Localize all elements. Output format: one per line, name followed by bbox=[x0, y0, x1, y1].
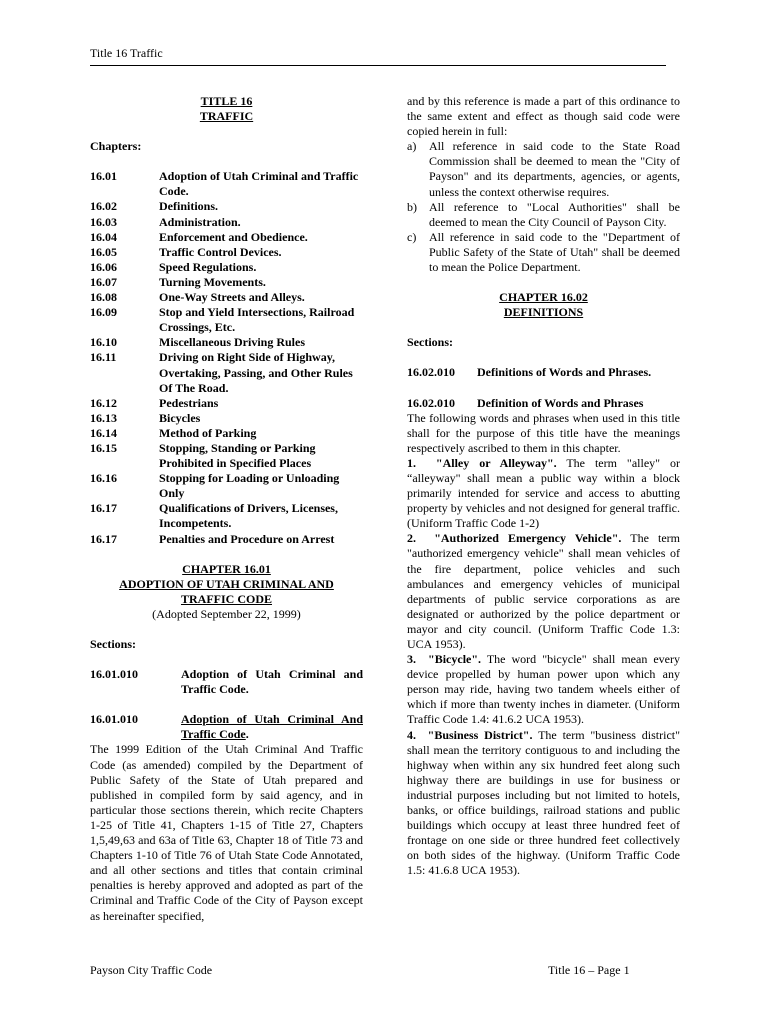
toc-number: 16.09 bbox=[90, 305, 117, 320]
toc-title: Adoption of Utah Criminal and Traffic Code. bbox=[159, 169, 359, 199]
list-text: All reference in said code to the "Department of Public Safety of the State of Utah" shall be deemed to mean the Police Department. bbox=[429, 229, 680, 275]
list-item bbox=[407, 139, 680, 199]
toc-number: 16.14 bbox=[90, 425, 117, 440]
section-number: 16.02.010 bbox=[407, 395, 455, 410]
toc-entry bbox=[90, 199, 363, 214]
toc-number: 16.17 bbox=[90, 501, 117, 516]
toc-number: 16.03 bbox=[90, 214, 117, 229]
toc-title: Speed Regulations. bbox=[159, 259, 257, 274]
toc-title: Stop and Yield Intersections, Railroad Crossings, Etc. bbox=[159, 305, 355, 335]
toc-number: 16.08 bbox=[90, 290, 117, 305]
sections-label: Sections: bbox=[90, 637, 136, 651]
list-marker: c) bbox=[407, 229, 417, 244]
list-marker: b) bbox=[407, 199, 417, 214]
title-heading: TITLE 16 bbox=[200, 94, 253, 108]
chapter-16-02-heading: CHAPTER 16.02 bbox=[499, 290, 588, 305]
toc-number: 16.05 bbox=[90, 244, 117, 259]
toc-title: Administration. bbox=[159, 214, 241, 229]
definition-term: "Business District". bbox=[427, 727, 533, 742]
toc-entry bbox=[90, 532, 363, 547]
toc-title: Driving on Right Side of Highway, Overtaking, Passing, and Other Rules Of The Road. bbox=[159, 350, 353, 395]
toc-entry bbox=[90, 290, 363, 305]
toc-entry bbox=[90, 260, 363, 275]
header-rule bbox=[90, 65, 666, 66]
section-title: Adoption of Utah Criminal And Traffic Code bbox=[181, 712, 363, 742]
toc-title: Penalties and Procedure on Arrest bbox=[159, 531, 335, 546]
toc-number: 16.11 bbox=[90, 350, 117, 365]
right-column bbox=[407, 94, 680, 879]
section-body-text: The 1999 Edition of the Utah Criminal And Traffic Code (as amended) compiled by the Department of Public Safety of the State of Utah prepared and published in compiled form by said agency, and in particular those sections therein, which recite Chapters 1-25 of Title 41, Chapters 1-15 of Title 27, Chapters 1,5,49,63 and 63a of Title 63, Chapter 18 of Title 73 and Chapters 1-10 of Title 76 of Utah State Code Annotated, and all other sections and titles that contain criminal penalties is hereby approved and adopted as part of the Criminal and Traffic Code of the City of Payson except as hereinafter specified, bbox=[90, 742, 363, 923]
list-text: All reference in said code to the State Road Commission shall be deemed to mean the "City of Payson" and its departments, agencies, or agents, unless the context otherwise requires. bbox=[429, 139, 680, 199]
toc-entry bbox=[90, 335, 363, 350]
footer-page-number: Title 16 – Page 1 bbox=[548, 963, 630, 977]
toc-title: Stopping, Standing or Parking Prohibited in Specified Places bbox=[159, 440, 316, 471]
footer-document-name: Payson City Traffic Code bbox=[90, 963, 213, 977]
toc-number: 16.15 bbox=[90, 440, 117, 455]
definition-item bbox=[407, 652, 680, 727]
definition-item bbox=[407, 728, 680, 879]
toc-entry bbox=[90, 426, 363, 441]
section-heading bbox=[407, 396, 680, 411]
toc-title: Enforcement and Obedience. bbox=[159, 229, 308, 244]
toc-entry bbox=[90, 230, 363, 245]
toc-number: 16.16 bbox=[90, 471, 117, 486]
chapters-label: Chapters: bbox=[90, 139, 142, 154]
toc-number: 16.06 bbox=[90, 259, 117, 274]
toc-number: 16.13 bbox=[90, 410, 117, 425]
list-text: All reference to "Local Authorities" shall be deemed to mean the City Council of Payson City. bbox=[429, 199, 680, 229]
list-marker: a) bbox=[407, 139, 417, 154]
section-list-entry bbox=[90, 667, 363, 697]
toc-number: 16.12 bbox=[90, 395, 117, 410]
definition-term: "Alley or Alleyway". bbox=[435, 455, 557, 470]
toc-number: 16.01 bbox=[90, 169, 117, 184]
section-number: 16.01.010 bbox=[90, 667, 138, 682]
list-item bbox=[407, 200, 680, 230]
toc-title: One-Way Streets and Alleys. bbox=[159, 290, 305, 305]
toc-title: Qualifications of Drivers, Licenses, Incompetents. bbox=[159, 501, 338, 531]
chapter-toc bbox=[90, 169, 363, 546]
chapter-16-01-title: ADOPTION OF UTAH CRIMINAL AND bbox=[119, 576, 334, 591]
chapter-16-02-title: DEFINITIONS bbox=[503, 305, 584, 320]
chapter-16-01-heading: CHAPTER 16.01 bbox=[182, 561, 271, 576]
section-title: Adoption of Utah Criminal and Traffic Code. bbox=[181, 667, 363, 697]
toc-entry bbox=[90, 275, 363, 290]
definition-item bbox=[407, 456, 680, 531]
toc-number: 16.02 bbox=[90, 199, 117, 214]
toc-number: 16.17 bbox=[90, 531, 117, 546]
definition-text: The term "business district" shall mean the territory contiguous to and including the highway when within any six hundred feet along such highway there are buildings in use for business or industrial purposes including but not limited to hotels, banks, or office buildings, railroad stations and public buildings which occupy at least three hundred feet of frontage on one side or three hundred feet collectively on both sides of the highway. (Uniform Traffic Code 1.5: 41.6.8 UCA 1953). bbox=[407, 727, 681, 878]
section-number: 16.02.010 bbox=[407, 365, 455, 380]
definition-text: The term "alley" or “alleyway" shall mean a public way within a block primarily intended for service and access to abutting property by vehicles and not designed for general traffic. (Uniform Traffic Code 1-2) bbox=[407, 455, 680, 531]
sections-label: Sections: bbox=[407, 335, 453, 350]
toc-entry bbox=[90, 350, 363, 395]
section-heading bbox=[90, 712, 363, 742]
toc-entry bbox=[90, 396, 363, 411]
toc-title: Miscellaneous Driving Rules bbox=[159, 335, 305, 350]
left-column bbox=[90, 94, 363, 924]
adoption-date: (Adopted September 22, 1999) bbox=[152, 606, 301, 621]
toc-title: Stopping for Loading or Unloading Only bbox=[159, 471, 340, 501]
definition-term: "Authorized Emergency Vehicle". bbox=[434, 531, 622, 546]
toc-entry bbox=[90, 411, 363, 426]
definitions-intro: The following words and phrases when used in this title shall for the purpose of this title have the meanings respectively ascribed to them in this chapter. bbox=[407, 410, 680, 455]
toc-entry bbox=[90, 215, 363, 230]
toc-number: 16.07 bbox=[90, 274, 117, 289]
definition-number: 3. bbox=[407, 652, 416, 667]
toc-entry bbox=[90, 471, 363, 501]
toc-title: Pedestrians bbox=[159, 395, 219, 410]
toc-title: Traffic Control Devices. bbox=[159, 244, 282, 259]
definition-term: "Bicycle". bbox=[428, 652, 482, 667]
toc-entry bbox=[90, 169, 363, 199]
definition-text: The word "bicycle" shall mean every device propelled by human power upon which any person may ride, having two tandem wheels either of which if more than twenty inches in diameter. (Uniform Traffic Code 1.4: 41.6.2 UCA 1953). bbox=[407, 652, 681, 727]
toc-entry bbox=[90, 441, 363, 471]
toc-title: Method of Parking bbox=[159, 425, 257, 440]
section-title-period: . bbox=[245, 727, 249, 742]
definition-number: 4. bbox=[407, 727, 416, 742]
section-number: 16.01.010 bbox=[90, 712, 138, 727]
list-item bbox=[407, 230, 680, 275]
toc-title: Definitions. bbox=[159, 199, 219, 214]
toc-number: 16.10 bbox=[90, 335, 117, 350]
chapter-16-01-title-cont: TRAFFIC CODE bbox=[180, 591, 272, 606]
title-subheading: TRAFFIC bbox=[199, 109, 254, 124]
toc-title: Turning Movements. bbox=[159, 274, 266, 289]
toc-entry bbox=[90, 501, 363, 531]
section-title: Definitions of Words and Phrases. bbox=[477, 365, 652, 380]
definition-text: The term "authorized emergency vehicle" shall mean vehicles of the fire department, police vehicles and such ambulances and emergency vehicles of municipal departments of public service corporations as are designated or authorized by the police department or mayor and city council. (Uniform Traffic Code 1.3: UCA 1953). bbox=[407, 531, 681, 651]
definition-number: 1. bbox=[407, 455, 416, 470]
continuation-text: and by this reference is made a part of this ordinance to the same extent and effect as though said code were copied herein in full: bbox=[407, 94, 680, 139]
toc-title: Bicycles bbox=[159, 410, 201, 425]
section-list-entry bbox=[407, 365, 680, 380]
section-title: Definition of Words and Phrases bbox=[477, 395, 644, 410]
toc-entry bbox=[90, 305, 363, 335]
definition-item bbox=[407, 531, 680, 652]
definition-number: 2. bbox=[407, 531, 416, 546]
running-header: Title 16 Traffic bbox=[90, 46, 163, 60]
toc-entry bbox=[90, 245, 363, 260]
toc-number: 16.04 bbox=[90, 229, 117, 244]
